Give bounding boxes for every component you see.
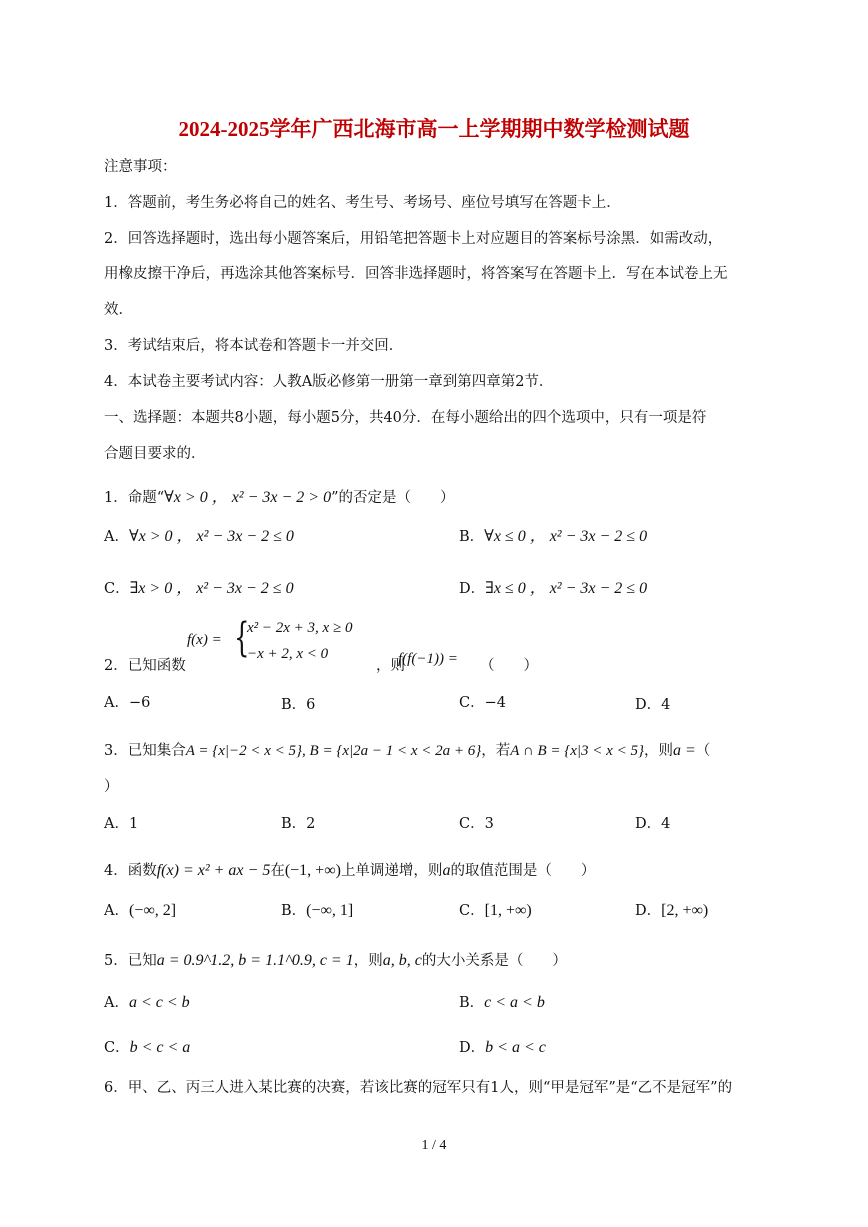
section-heading-1: 一、选择题：本题共8小题，每小题5分，共40分．在每小题给出的四个选项中，只有一项是符 [104,410,707,426]
q2-option-b: B．6 [281,697,316,713]
q1-a-label: A． [104,529,129,545]
question-6: 6．甲、乙、丙三人进入某比赛的决赛，若该比赛的冠军只有1人，则“甲是冠军”是“乙不是冠军”的 [104,1080,733,1096]
q5-suffix: 的大小关系是（ ） [421,953,567,969]
q4-d-label: D． [635,903,662,919]
notice-4: 4．本试卷主要考试内容：人教A版必修第一册第一章到第四章第2节． [104,374,554,390]
q2-option-c: C．−4 [459,695,506,711]
q2-prefix: 2．已知函数 [104,658,186,674]
question-5 [104,951,567,971]
notice-heading: 注意事项： [104,159,177,175]
q2-fx: f(x) = [187,632,222,648]
q4-option-d [635,901,708,921]
q1-c-label: C． [104,581,130,597]
q1-c-text: ∃x > 0 ， x² − 3x − 2 ≤ 0 [129,580,294,597]
q5-math: a = 0.9^1.2, b = 1.1^0.9, c = 1 [156,952,354,969]
notice-2b: 用橡皮擦干净后，再选涂其他答案标号．回答非选择题时，将答案写在答题卡上．写在本试卷上无 [104,266,728,282]
q4-c-text: [1, +∞) [484,902,532,919]
q3-suffix: （ [695,743,711,759]
q5-vars: a, b, c [382,952,422,969]
question-1 [104,488,455,508]
q2-brace: { [234,615,250,661]
q4-math: f(x) = x² + ax − 5 [156,862,271,879]
q5-d-text: b < a < c [485,1039,546,1056]
question-3 [104,741,710,761]
q1-option-c [104,579,294,599]
q5-option-a [104,993,190,1013]
q4-option-b [281,901,353,921]
q1-option-d [459,579,647,599]
q1-math: ∀x > 0 ， x² − 3x − 2 > 0 [164,489,332,506]
q2-piece-2: −x + 2, x < 0 [247,646,329,662]
q4-b-text: (−∞, 1] [306,902,354,919]
q5-b-text: c < a < b [484,994,545,1011]
q5-c-label: C． [104,1040,130,1056]
notice-3: 3．考试结束后，将本试卷和答题卡一并交回． [104,338,404,354]
q5-c-text: b < c < a [129,1039,191,1056]
q5-mid: ，则 [353,953,383,969]
q3-close: ） [104,779,119,795]
page-number: 1 / 4 [421,1138,447,1153]
q5-a-text: a < c < b [128,994,190,1011]
q5-prefix: 5．已知 [104,953,157,969]
q2-suffix: （ ） [480,658,538,674]
q5-option-b [459,993,545,1013]
q4-prefix: 4．函数 [104,863,157,879]
q4-c-label: C． [459,903,485,919]
q5-a-label: A． [104,995,129,1011]
q2-expr: f(f(−1)) = [398,651,458,667]
q1-option-a [104,527,294,547]
q4-var: a [442,862,451,879]
q3-option-a: A．1 [104,816,139,832]
q3-mid: ，若 [481,743,511,759]
notice-2c: 效． [104,302,133,318]
q1-b-text: ∀x ≤ 0 ， x² − 3x − 2 ≤ 0 [484,528,648,545]
notice-1: 1．答题前，考生务必将自己的姓名、考生号、考场号、座位号填写在答题卡上． [104,195,621,211]
q2-option-a: A．−6 [104,695,151,711]
q2-mid: ，则 [376,658,405,674]
q4-a-label: A． [104,903,129,919]
q5-b-label: B． [459,995,485,1011]
q5-option-d [459,1038,546,1058]
q1-d-text: ∃x ≤ 0 ， x² − 3x − 2 ≤ 0 [485,580,648,597]
q2-option-d: D．4 [635,697,671,713]
q4-option-c [459,901,532,921]
q4-d-text: [2, +∞) [661,902,709,919]
q1-b-label: B． [459,529,485,545]
q1-a-text: ∀x > 0 ， x² − 3x − 2 ≤ 0 [128,528,294,545]
q1-prefix: 1．命题“ [104,490,165,506]
q5-d-label: D． [459,1040,486,1056]
q3-math2: A ∩ B = {x|3 < x < 5} [510,743,644,759]
q3-math: A = {x|−2 < x < 5}, B = {x|2a − 1 < x < 2a + 6} [185,743,482,759]
q1-option-b [459,527,647,547]
q1-suffix: ”的否定是（ ） [331,490,455,506]
page-title: 2024-2025学年广西北海市高一上学期期中数学检测试题 [178,117,690,141]
q3-option-b: B．2 [281,816,316,832]
q3-prefix: 3．已知集合 [104,743,186,759]
q4-mid: 在 [270,863,285,879]
q1-d-label: D． [459,581,486,597]
notice-2a: 2．回答选择题时，选出每小题答案后，用铅笔把答题卡上对应题目的答案标号涂黑．如需改动， [104,231,723,247]
q5-option-c [104,1038,190,1058]
q3-option-c: C．3 [459,816,494,832]
q3-math3: a = [672,742,696,759]
q4-interval: (−1, +∞) [284,862,341,879]
section-heading-2: 合题目要求的． [104,446,206,462]
q4-option-a [104,901,176,921]
q3-mid2: ，则 [643,743,673,759]
q2-piece-1: x² − 2x + 3, x ≥ 0 [247,620,353,636]
q3-option-d: D．4 [635,816,671,832]
q4-mid2: 上单调递增，则 [340,863,443,879]
question-4 [104,861,595,881]
q4-b-label: B． [281,903,307,919]
q4-suffix: 的取值范围是（ ） [450,863,596,879]
q4-a-text: (−∞, 2] [128,902,177,919]
